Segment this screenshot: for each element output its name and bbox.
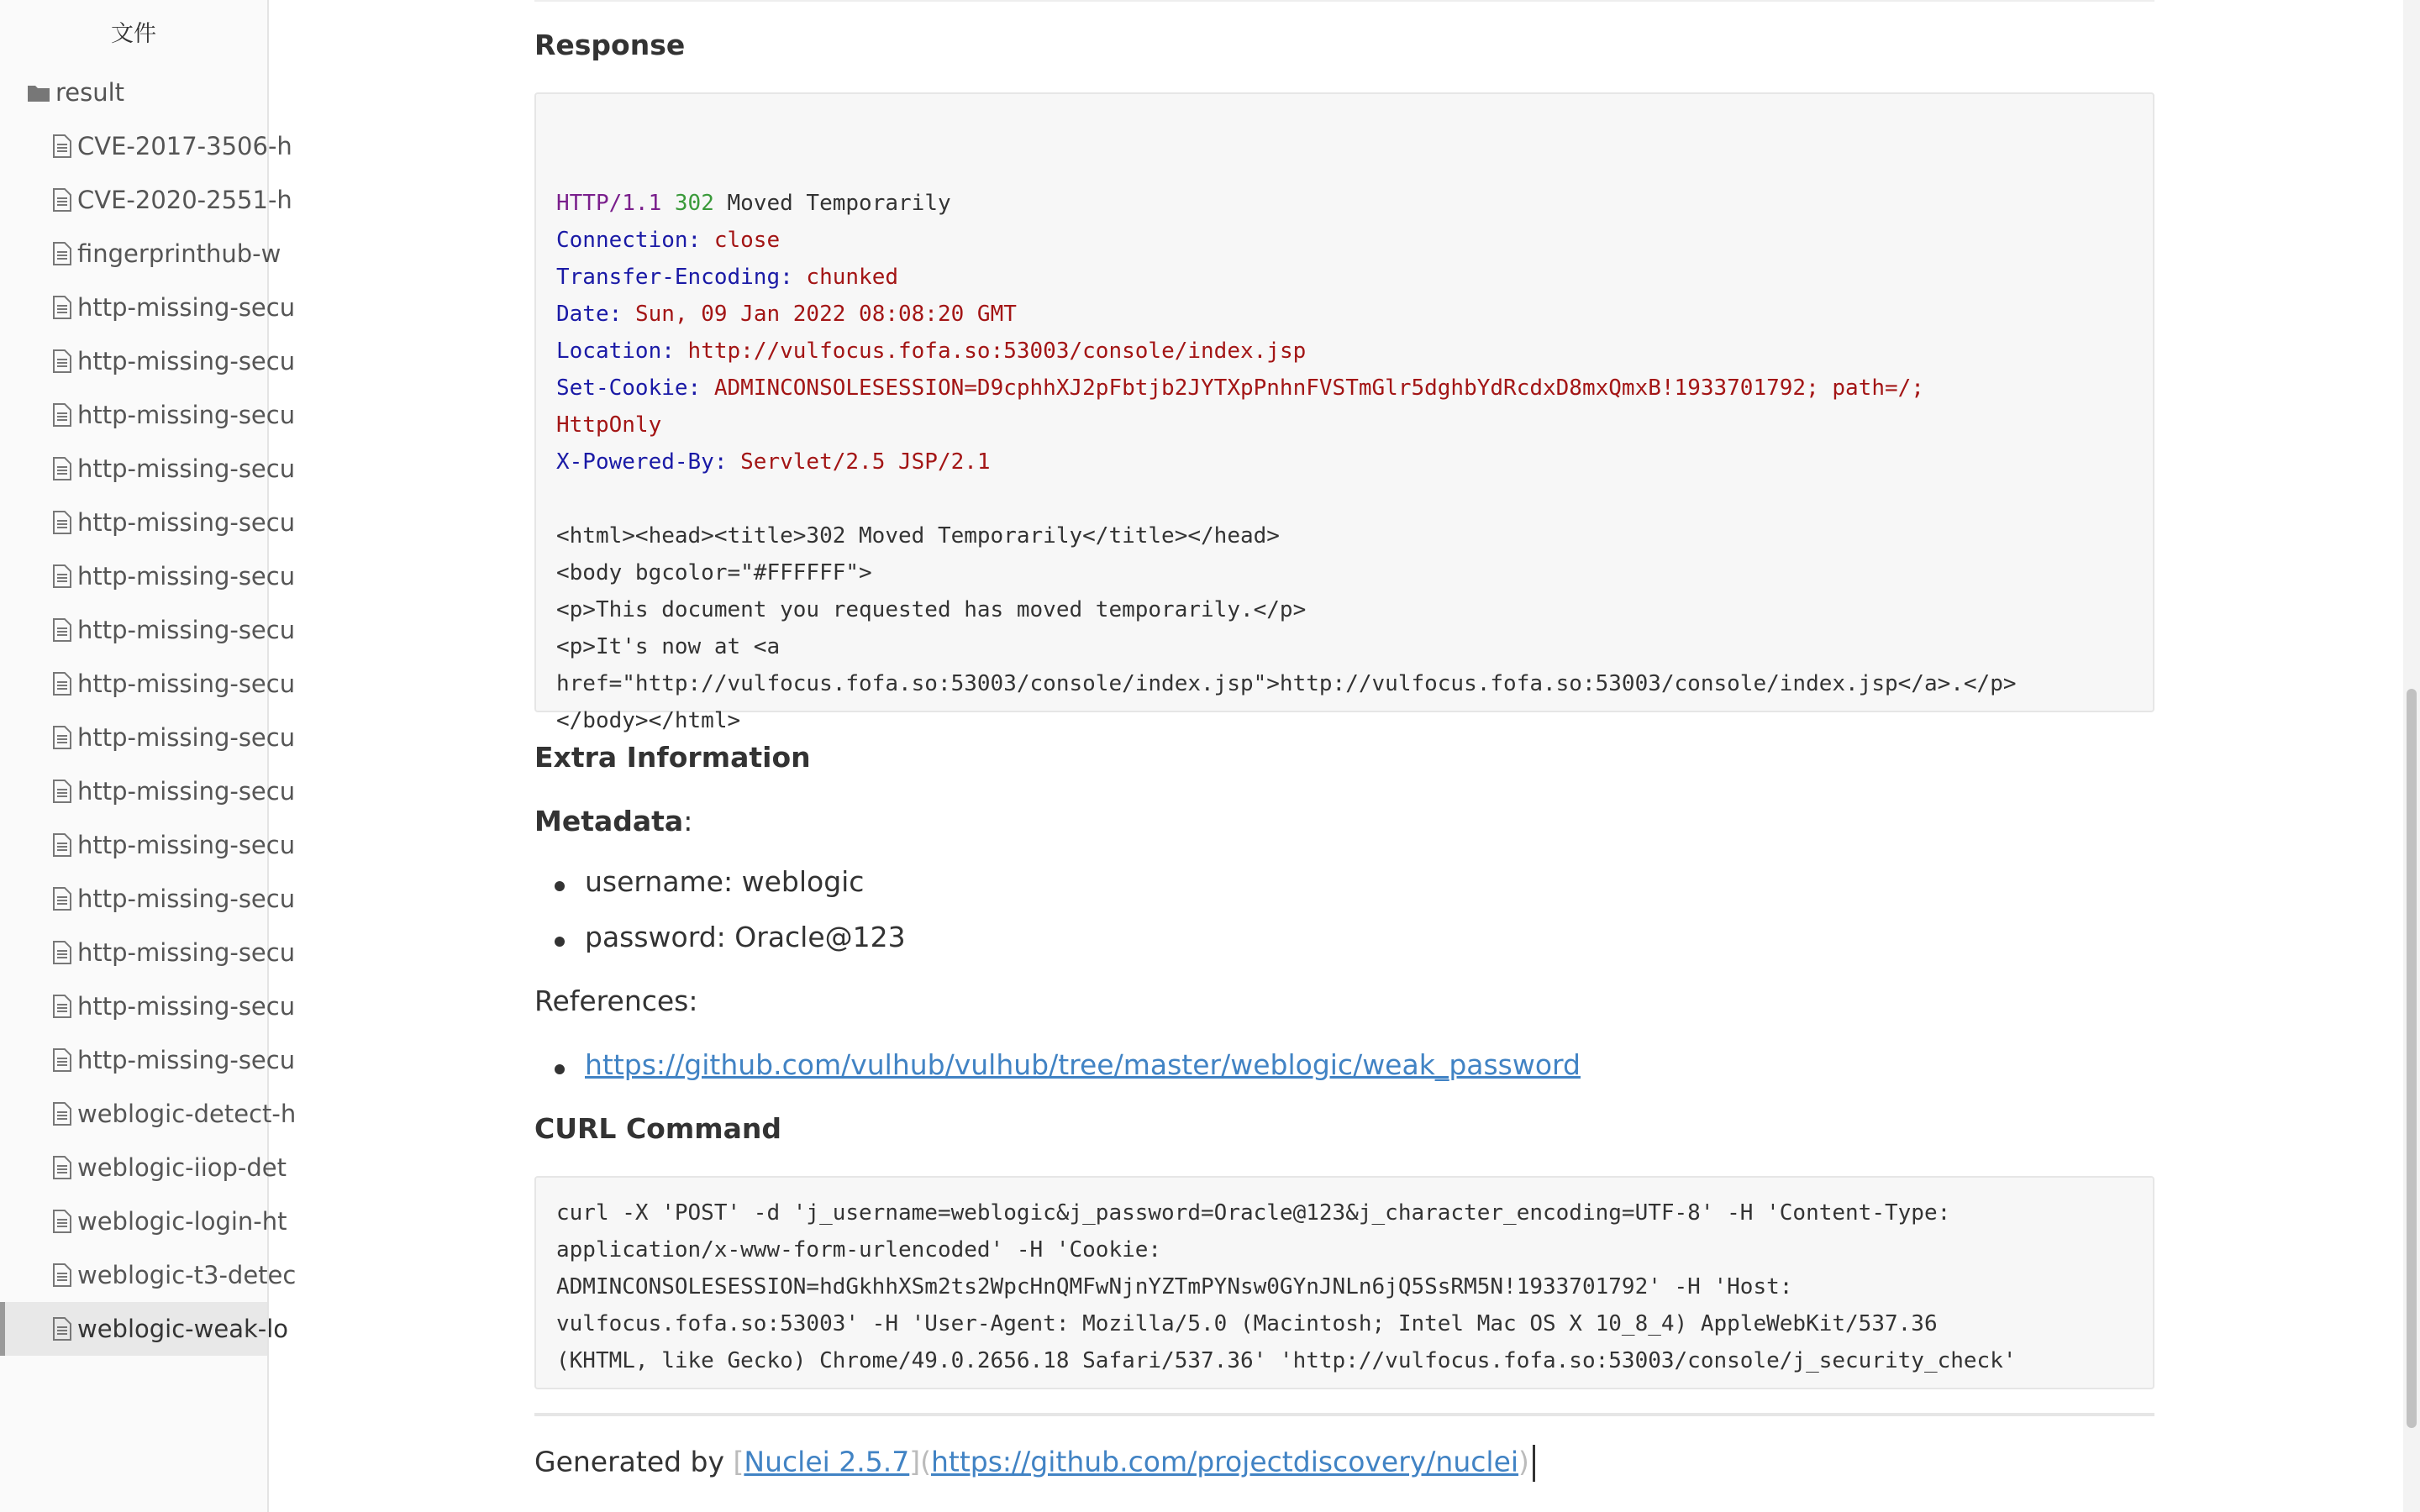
- sidebar-file-label: weblogic-t3-detec: [77, 1261, 297, 1289]
- curl-line: curl -X 'POST' -d 'j_username=weblogic&j_password=Oracle@123&j_character_encoding=UTF-8' -H 'Content-Type:: [556, 1200, 1951, 1226]
- response-header-line: [556, 333, 2133, 370]
- nuclei-link[interactable]: Nuclei 2.5.7: [744, 1445, 910, 1478]
- document-icon: [52, 564, 72, 588]
- curl-heading: CURL Command: [534, 1112, 781, 1145]
- header-key: X-Powered-By:: [556, 449, 728, 475]
- sidebar-file-item[interactable]: [0, 657, 296, 711]
- curl-line: (KHTML, like Gecko) Chrome/49.0.2656.18 Safari/537.36' 'http://vulfocus.fofa.so:53003/console/j_security_check': [556, 1348, 2017, 1373]
- sidebar-file-label: CVE-2020-2551-h: [77, 186, 292, 214]
- header-key: Connection:: [556, 228, 702, 253]
- document-icon: [52, 780, 72, 803]
- response-body-line: <p>It's now at <a: [556, 634, 781, 659]
- document-icon: [52, 995, 72, 1018]
- scrollbar-thumb[interactable]: [2407, 689, 2417, 1428]
- metadata-password: password: Oracle@123: [585, 921, 906, 953]
- sidebar-file-item[interactable]: [0, 1033, 296, 1087]
- footer: [534, 1445, 1535, 1482]
- footer-bracket: ](: [909, 1445, 931, 1478]
- sidebar-file-label: http-missing-secu: [77, 938, 296, 967]
- response-body-line: href="http://vulfocus.fofa.so:53003/console/index.jsp">http://vulfocus.fofa.so:53003/console/index.jsp</a>.</p>: [556, 671, 2017, 696]
- document-icon: [52, 296, 72, 319]
- folder-result[interactable]: [0, 66, 267, 119]
- reference-link[interactable]: https://github.com/vulhub/vulhub/tree/master/weblogic/weak_password: [585, 1048, 1581, 1081]
- footer-bracket: [: [733, 1445, 744, 1478]
- sidebar-file-label: http-missing-secu: [77, 723, 296, 752]
- document-icon: [52, 672, 72, 696]
- sidebar-file-item[interactable]: [0, 227, 281, 281]
- list-item: [555, 1048, 1581, 1081]
- sidebar-file-item[interactable]: [0, 979, 296, 1033]
- sidebar-file-item[interactable]: [0, 442, 296, 496]
- sidebar-file-label: CVE-2017-3506-h: [77, 132, 292, 160]
- vertical-scrollbar[interactable]: [2403, 0, 2420, 1512]
- extra-info-heading: Extra Information: [534, 741, 811, 774]
- response-header-line: [556, 370, 2133, 407]
- sidebar-file-item[interactable]: [0, 1194, 287, 1248]
- sidebar-file-item[interactable]: [0, 711, 296, 764]
- document-icon: [52, 618, 72, 642]
- list-item: [555, 865, 864, 898]
- sidebar-file-item[interactable]: [0, 1248, 297, 1302]
- document-icon: [52, 1048, 72, 1072]
- header-value: HttpOnly: [556, 412, 662, 438]
- sidebar-file-label: weblogic-login-ht: [77, 1207, 287, 1236]
- document-icon: [52, 726, 72, 749]
- header-key: Set-Cookie:: [556, 375, 702, 401]
- metadata-username: username: weblogic: [585, 865, 865, 898]
- document-icon: [52, 941, 72, 964]
- sidebar-file-item[interactable]: [0, 1302, 289, 1356]
- document-icon: [52, 242, 72, 265]
- header-value: ADMINCONSOLESESSION=D9cphhXJ2pFbtjb2JYTXpPnhnFVSTmGlr5dghbYdRcdxD8mxQmxB!1933701792; path=/;: [713, 375, 1924, 401]
- header-key: Transfer-Encoding:: [556, 265, 793, 290]
- sidebar-file-label: weblogic-weak-lo: [77, 1315, 289, 1343]
- metadata-label: Metadata: [534, 805, 684, 837]
- document-icon: [52, 188, 72, 212]
- response-header-line: [556, 259, 2133, 296]
- response-header-line: [556, 296, 2133, 333]
- status-text: Moved Temporarily: [727, 191, 951, 216]
- sidebar-file-label: http-missing-secu: [77, 669, 296, 698]
- sidebar-file-label: http-missing-secu: [77, 992, 296, 1021]
- sidebar-file-label: http-missing-secu: [77, 401, 296, 429]
- sidebar-file-label: http-missing-secu: [77, 562, 296, 591]
- nuclei-url-link[interactable]: https://github.com/projectdiscovery/nuclei: [931, 1445, 1519, 1478]
- sidebar-file-label: http-missing-secu: [77, 885, 296, 913]
- document-icon: [52, 134, 72, 158]
- sidebar-file-item[interactable]: [0, 388, 296, 442]
- metadata-colon: :: [683, 805, 693, 837]
- document-icon: [52, 349, 72, 373]
- sidebar-file-item[interactable]: [0, 549, 296, 603]
- header-key: Location:: [556, 339, 675, 364]
- sidebar-title: 文件: [111, 21, 156, 47]
- document-icon: [52, 457, 72, 480]
- response-header-line: [556, 444, 2133, 480]
- document-icon: [52, 1156, 72, 1179]
- response-heading: Response: [534, 29, 686, 61]
- footer-bracket: ): [1518, 1445, 1529, 1478]
- document-icon: [52, 511, 72, 534]
- response-code-block: [534, 92, 2154, 733]
- sidebar-file-label: http-missing-secu: [77, 1046, 296, 1074]
- sidebar-file-item[interactable]: [0, 496, 296, 549]
- document-icon: [52, 1210, 72, 1233]
- sidebar-file-item[interactable]: [0, 603, 296, 657]
- sidebar-file-item[interactable]: [0, 281, 296, 334]
- sidebar-file-item[interactable]: [0, 173, 292, 227]
- references-label: References:: [534, 984, 698, 1017]
- list-item: [555, 921, 906, 953]
- file-sidebar: [0, 0, 297, 1512]
- text-cursor: [1533, 1445, 1535, 1482]
- sidebar-file-item[interactable]: [0, 872, 296, 926]
- document-icon: [52, 1102, 72, 1126]
- sidebar-file-item[interactable]: [0, 1087, 297, 1141]
- curl-line: ADMINCONSOLESESSION=hdGkhhXSm2ts2WpcHnQMFwNjnYZTmPYNsw0GYnJNLn6jQ5SsRM5N!1933701792' -H 'Host:: [556, 1274, 1793, 1299]
- response-body-line: <body bgcolor="#FFFFFF">: [556, 560, 872, 585]
- sidebar-file-item[interactable]: [0, 764, 296, 818]
- response-header-line: [556, 407, 2133, 444]
- sidebar-file-item[interactable]: [0, 818, 296, 872]
- header-value: chunked: [806, 265, 898, 290]
- sidebar-file-label: http-missing-secu: [77, 777, 296, 806]
- sidebar-file-label: http-missing-secu: [77, 347, 296, 375]
- header-value: http://vulfocus.fofa.so:53003/console/index.jsp: [687, 339, 1307, 364]
- status-line: [556, 185, 2133, 222]
- sidebar-file-item[interactable]: [0, 119, 292, 173]
- response-header-line: [556, 222, 2133, 259]
- sidebar-file-label: fingerprinthub-w: [77, 239, 281, 268]
- document-icon: [52, 403, 72, 427]
- folder-label: result: [55, 78, 125, 107]
- header-value: close: [713, 228, 781, 253]
- sidebar-file-label: weblogic-iiop-det: [77, 1153, 287, 1182]
- sidebar-file-item[interactable]: [0, 334, 296, 388]
- response-body-line: <html><head><title>302 Moved Temporarily</title></head>: [556, 523, 1280, 549]
- curl-code-block: [534, 1176, 2154, 1389]
- curl-line: vulfocus.fofa.so:53003' -H 'User-Agent: Mozilla/5.0 (Macintosh; Intel Mac OS X 10_8_4) AppleWebKit/537.36: [556, 1311, 1938, 1336]
- status-code: 302: [674, 191, 714, 216]
- sidebar-file-label: http-missing-secu: [77, 454, 296, 483]
- document-icon: [52, 1263, 72, 1287]
- sidebar-file-item[interactable]: [0, 926, 296, 979]
- sidebar-file-label: http-missing-secu: [77, 616, 296, 644]
- header-value: Sun, 09 Jan 2022 08:08:20 GMT: [634, 302, 1017, 327]
- document-icon: [52, 1317, 72, 1341]
- sidebar-file-label: http-missing-secu: [77, 508, 296, 537]
- folder-icon: [27, 82, 50, 102]
- footer-divider: [534, 1413, 2154, 1416]
- footer-prefix: Generated by: [534, 1445, 734, 1478]
- sidebar-file-label: http-missing-secu: [77, 831, 296, 859]
- curl-line: application/x-www-form-urlencoded' -H 'Cookie:: [556, 1237, 1162, 1263]
- status-proto: HTTP/1.1: [556, 191, 662, 216]
- document-icon: [52, 887, 72, 911]
- response-body-line: <p>This document you requested has moved temporarily.</p>: [556, 597, 1307, 622]
- document-icon: [52, 833, 72, 857]
- header-value: Servlet/2.5 JSP/2.1: [740, 449, 991, 475]
- response-body-line: </body></html>: [556, 708, 741, 733]
- top-divider: [534, 0, 2154, 2]
- header-key: Date:: [556, 302, 623, 327]
- sidebar-file-label: http-missing-secu: [77, 293, 296, 322]
- metadata-line: [534, 805, 692, 837]
- sidebar-file-label: weblogic-detect-h: [77, 1100, 297, 1128]
- sidebar-file-item[interactable]: [0, 1141, 287, 1194]
